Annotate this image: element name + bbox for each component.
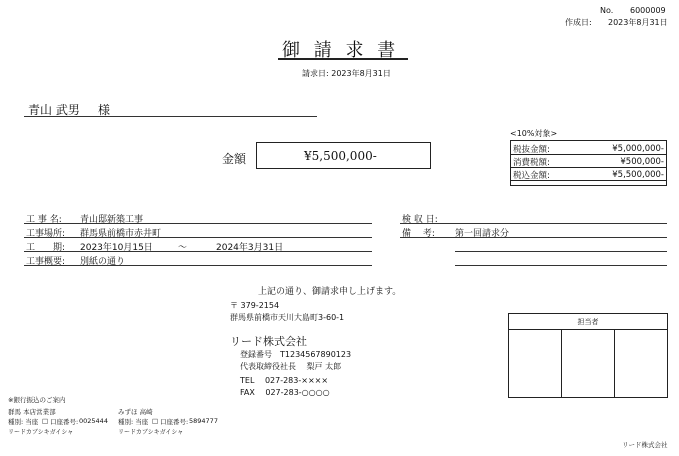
- issuer-fax: FAX 027-283-○○○○: [240, 388, 330, 397]
- tax-row-value: ¥500,000-: [620, 156, 664, 167]
- no-label: No.: [600, 6, 614, 15]
- client-honorific: 様: [98, 103, 111, 117]
- project-period-end: 2024年3月31日: [216, 243, 284, 253]
- tax-caption: <10%対象>: [510, 129, 558, 138]
- tax-box: [510, 140, 667, 186]
- invoice-date: 請求日: 2023年8月31日: [302, 69, 391, 78]
- bank-1-name: 群馬 本店営業部: [8, 408, 56, 416]
- bank-heading: ※銀行振込のご案内: [8, 396, 66, 404]
- project-period-start: 2023年10月15日: [80, 243, 153, 253]
- tax-row-label: 税抜金額:: [513, 144, 550, 155]
- stamp-col-divider-2: [614, 329, 615, 397]
- bank-2-acct: 5894777: [189, 417, 218, 425]
- remarks-line-3: [455, 265, 667, 266]
- project-name-line: [24, 223, 372, 224]
- issuer-address: 群馬県前橋市天川大島町3-60-1: [230, 313, 345, 322]
- amount-box: [256, 142, 431, 169]
- client-underline: [24, 116, 317, 117]
- bank-2-acct-label: 口座番号:: [160, 418, 189, 426]
- created-value: 2023年8月31日: [608, 18, 668, 27]
- stamp-box-divider: [509, 329, 667, 330]
- remarks-value: 第一回請求分: [455, 229, 510, 239]
- bank-1-acct-label: 口座番号:: [50, 418, 79, 426]
- bank-2-type: 種別: 当座: [118, 418, 149, 426]
- inspection-label: 検 収 日:: [402, 215, 438, 225]
- stamp-box-title: 担当者: [577, 318, 599, 326]
- stamp-col-divider-1: [561, 329, 562, 397]
- remarks-label: 備 考:: [402, 229, 435, 239]
- project-place-value: 群馬県前橋市赤井町: [80, 229, 162, 239]
- tax-row-value: ¥5,000,000-: [612, 143, 664, 154]
- issuer-tel: TEL 027-283-××××: [240, 376, 329, 385]
- project-period-label: 工 期:: [26, 243, 66, 253]
- inspection-line: [400, 223, 667, 224]
- issuer-company: リード株式会社: [230, 335, 307, 348]
- tax-row-label: 税込金額:: [513, 170, 550, 181]
- tax-row-value: ¥5,500,000-: [612, 169, 664, 180]
- bank-2-holder: リードカブシキガイシャ: [118, 429, 184, 436]
- title-underline: [278, 58, 408, 60]
- project-place-label: 工事場所:: [26, 229, 66, 239]
- stamp-box: [508, 313, 668, 398]
- created-label: 作成日:: [565, 18, 592, 27]
- amount-value: ¥5,500,000-: [304, 149, 377, 163]
- bank-1-checkbox-icon: □: [42, 417, 49, 425]
- issuer-reg-no: 登録番号 T1234567890123: [240, 350, 352, 359]
- bank-1-acct: 0025444: [79, 417, 108, 425]
- amount-label: 金額: [222, 152, 247, 166]
- bank-2-name: みずほ 高崎: [118, 408, 153, 416]
- project-summary-label: 工事概要:: [26, 257, 66, 267]
- tax-row-tax: [511, 156, 666, 168]
- bank-2-checkbox-icon: □: [152, 417, 159, 425]
- project-period-sep: 〜: [178, 243, 188, 253]
- footer-company: リード株式会社: [622, 441, 668, 449]
- issuer-postal: 〒 379-2154: [230, 301, 280, 310]
- tax-row-excl: [511, 143, 666, 155]
- remarks-line-2: [455, 251, 667, 252]
- project-period-line: [24, 251, 372, 252]
- closing-text: 上記の通り、御請求申し上げます。: [258, 287, 402, 297]
- no-value: 6000009: [630, 6, 666, 15]
- remarks-line-1: [400, 237, 667, 238]
- project-name-value: 青山邸新築工事: [80, 215, 144, 225]
- tax-row-label: 消費税額:: [513, 157, 550, 168]
- bank-1-type: 種別: 当座: [8, 418, 39, 426]
- project-summary-line: [24, 265, 372, 266]
- bank-1-holder: リードカブシキガイシャ: [8, 429, 74, 436]
- project-name-label: 工 事 名:: [26, 215, 62, 225]
- tax-row-incl: [511, 169, 666, 181]
- client-name: 青山 武男: [28, 103, 80, 117]
- issuer-rep: 代表取締役社長 梨戸 太郎: [240, 362, 342, 371]
- project-summary-value: 別紙の通り: [80, 257, 126, 267]
- document-title: 御 請 求 書: [282, 40, 400, 61]
- project-place-line: [24, 237, 372, 238]
